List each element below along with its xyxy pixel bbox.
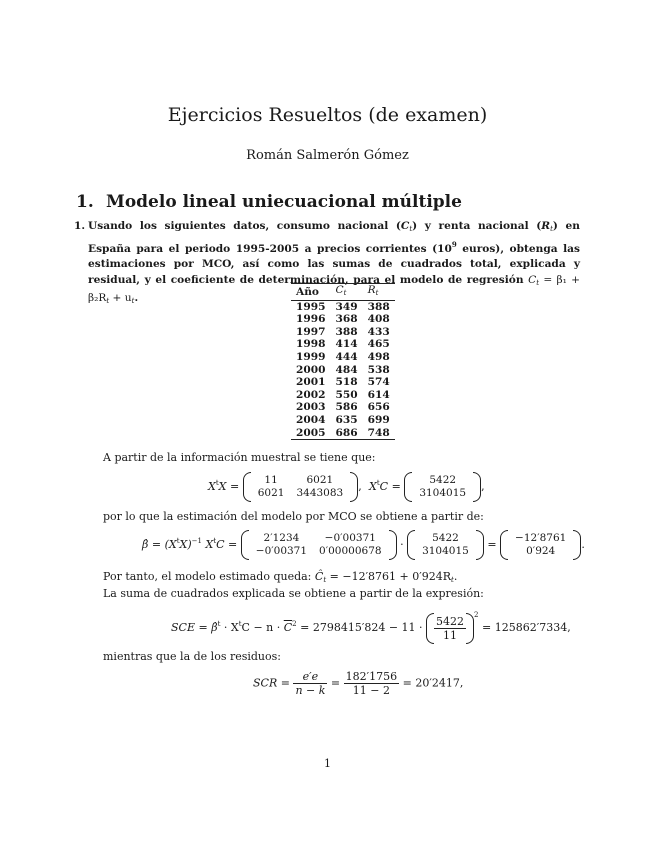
matrix-cell: 3104015 [422, 545, 469, 557]
paragraph: A partir de la información muestral se tiene que: [103, 451, 376, 464]
paragraph: por lo que la estimación del modelo por MCO se obtiene a partir de: [103, 510, 484, 523]
model-tail: + u [109, 291, 132, 304]
table-row [291, 427, 395, 440]
table-cell: 686 [335, 426, 358, 439]
column-header [331, 284, 363, 301]
superscript-t: t [176, 537, 180, 545]
sce-value: = 2798415′824 − 11 · [296, 621, 427, 634]
section-title: Modelo lineal uniecuacional múltiple [106, 192, 462, 212]
table-cell: 538 [367, 363, 390, 376]
fraction-denominator: 11 − 2 [352, 684, 390, 697]
fraction-denominator: 11 [443, 628, 458, 642]
table-header-row [291, 284, 395, 301]
subscript-t: t [536, 278, 540, 287]
column-header [363, 284, 395, 301]
problem-number: 1. [74, 220, 86, 232]
table-cell: 349 [335, 300, 358, 313]
scr-result: = 20′2417, [399, 676, 464, 690]
subscript-t: t [550, 225, 553, 233]
table-cell: 550 [335, 388, 358, 401]
superscript-t: t [238, 620, 242, 628]
page-title: Ejercicios Resueltos (de examen) [167, 104, 488, 126]
data-table [291, 283, 395, 440]
column-header-label: R [367, 284, 376, 296]
dot-operator: · [400, 538, 404, 551]
sce-term: C − n · [241, 621, 284, 634]
equals-sign: = [327, 676, 344, 690]
beta-result-matrix [500, 532, 581, 558]
punctuation: . [134, 291, 139, 304]
subscript-t: t [409, 225, 413, 233]
scr-fraction-1 [293, 670, 327, 697]
table-cell: 1995 [296, 300, 326, 313]
table-row [291, 389, 395, 402]
problem-text: euros), obtenga las estimaciones por MCO, así como las sumas de cuadrados total, explicada y residual, y el coeficiente de determinación, para el modelo de regresión [88, 243, 580, 286]
table-row [291, 351, 395, 364]
punctuation: , [481, 480, 485, 493]
table-row [291, 401, 395, 414]
beta-hat: β̂ = (X [142, 538, 177, 551]
xtx-equation [208, 474, 362, 500]
table-cell: 699 [367, 413, 390, 426]
table-cell: 635 [335, 413, 358, 426]
model-rhs: = −12′8761 + 0′924R [326, 570, 452, 583]
table-cell: 433 [367, 325, 390, 338]
table-cell: 388 [367, 300, 390, 313]
table-row [291, 300, 395, 313]
table-cell: 574 [367, 376, 390, 389]
problem-text: ) en España para el periodo 1995-2005 a precios corrientes (10 [88, 220, 580, 256]
table-row [291, 364, 395, 377]
paragraph: La suma de cuadrados explicada se obtiene a partir de la expresión: [103, 587, 484, 600]
symbol-x: X [369, 480, 377, 493]
square-exponent: 2 [292, 620, 297, 628]
punctuation: , [358, 480, 362, 493]
punctuation: . [581, 538, 585, 551]
symbol-x: X) [179, 538, 192, 551]
table-cell: 1996 [296, 313, 326, 326]
sce-term: · X [220, 621, 239, 634]
xtc-matrix [404, 474, 481, 500]
subscript-t: t [323, 576, 327, 584]
xtc-equation [369, 474, 485, 500]
fraction-numerator: e′e [293, 670, 327, 684]
table-cell: 1997 [296, 325, 326, 338]
table-cell: 1998 [296, 338, 326, 351]
inverse-matrix [241, 532, 397, 558]
section-number: 1. [76, 192, 94, 212]
sce-result: = 125862′7334, [478, 621, 571, 634]
column-header: Año [296, 285, 319, 298]
scr-equation [253, 670, 463, 697]
fraction-numerator: 5422 [436, 614, 465, 628]
section-heading [76, 192, 462, 212]
matrix-cell: 11 [264, 474, 278, 486]
xtc-matrix-2 [407, 532, 484, 558]
matrix-cell: 6021 [257, 487, 285, 499]
superscript-t: t [213, 537, 217, 545]
superscript-t: t [215, 479, 219, 487]
table-cell: 2004 [296, 413, 326, 426]
table-row [291, 313, 395, 326]
column-header-label: C [335, 284, 344, 296]
data-table-wrapper [291, 283, 395, 440]
sce-equation [171, 611, 571, 642]
subscript-t: t [131, 296, 135, 305]
beta-equation [142, 532, 585, 558]
matrix-cell: 0′00000678 [319, 545, 382, 557]
sce-fraction [434, 615, 466, 642]
page-number: 1 [324, 757, 331, 770]
table-cell: 2000 [296, 363, 326, 376]
table-cell: 748 [367, 426, 390, 439]
table-cell: 2003 [296, 401, 326, 414]
subscript-t: t [343, 289, 347, 297]
table-row [291, 338, 395, 351]
table-cell: 498 [367, 350, 390, 363]
table-cell: 484 [335, 363, 358, 376]
symbol-x: X [201, 538, 214, 551]
subscript-t: t [451, 576, 454, 584]
square-exponent: 2 [474, 611, 479, 619]
symbol-c: C [400, 220, 410, 232]
c-hat: Ĉ [314, 570, 324, 583]
equals-sign: = [487, 538, 497, 551]
subscript-t: t [106, 296, 110, 305]
symbol-x: X [208, 480, 216, 493]
paragraph-text: Por tanto, el modelo estimado queda: [103, 570, 315, 583]
matrix-cell: 5422 [432, 532, 459, 544]
table-row [291, 326, 395, 339]
table-cell: 414 [335, 338, 358, 351]
matrix-cell: −12′8761 [515, 532, 567, 544]
matrix-cell: 0′924 [526, 545, 556, 557]
subscript-t: t [375, 289, 379, 297]
superscript-t: t [217, 620, 221, 628]
matrix-cell: 6021 [306, 474, 334, 486]
table-cell: 614 [367, 388, 390, 401]
inverse-exponent: −1 [191, 537, 202, 545]
table-row [291, 414, 395, 427]
scr-lhs: SCR = [253, 676, 294, 690]
matrix-cell: 5422 [429, 474, 457, 486]
model-rhs: = β₁ + β₂R [88, 273, 580, 304]
scr-fraction-2 [344, 670, 400, 697]
paragraph: mientras que la de los residuos: [103, 650, 281, 663]
fraction-denominator: n − k [295, 684, 326, 697]
table-cell: 388 [335, 325, 358, 338]
symbol-c-eq: C = [379, 480, 401, 493]
table-cell: 444 [335, 350, 358, 363]
table-cell: 1999 [296, 350, 326, 363]
xtx-matrix [243, 474, 359, 500]
table-row [291, 376, 395, 389]
author-name: Román Salmerón Gómez [246, 148, 409, 163]
superscript-t: t [376, 479, 380, 487]
table-cell: 2005 [296, 426, 326, 439]
matrix-cell: −0′00371 [255, 545, 308, 557]
matrix-cell: −0′00371 [324, 532, 376, 544]
problem-text: Usando los siguientes datos, consumo nacional ( [88, 220, 401, 232]
symbol-r: R [541, 220, 551, 232]
table-cell: 2001 [296, 376, 326, 389]
table-cell: 408 [367, 313, 390, 326]
estimated-model-paragraph [103, 570, 457, 584]
sce-lhs: SCE = β̂ [171, 621, 218, 634]
sce-fraction-paren [426, 615, 474, 642]
punctuation: . [453, 570, 458, 583]
problem-text: ) y renta nacional ( [412, 220, 542, 232]
table-cell: 656 [367, 401, 390, 414]
table-cell: 518 [335, 376, 358, 389]
fraction-numerator: 182′1756 [345, 670, 398, 683]
matrix-cell: 2′1234 [263, 532, 300, 544]
matrix-cell: 3443083 [296, 487, 344, 499]
model-lhs: C [528, 273, 537, 286]
exponent: 9 [451, 240, 457, 250]
table-cell: 586 [335, 401, 358, 414]
c-bar: $\overline{C}$ [283, 621, 293, 634]
symbol-c-eq: C = [216, 538, 238, 551]
table-cell: 465 [367, 338, 390, 351]
table-cell: 368 [335, 313, 358, 326]
symbol-x-eq: X = [218, 480, 240, 493]
matrix-cell: 3104015 [419, 487, 467, 499]
table-cell: 2002 [296, 388, 326, 401]
